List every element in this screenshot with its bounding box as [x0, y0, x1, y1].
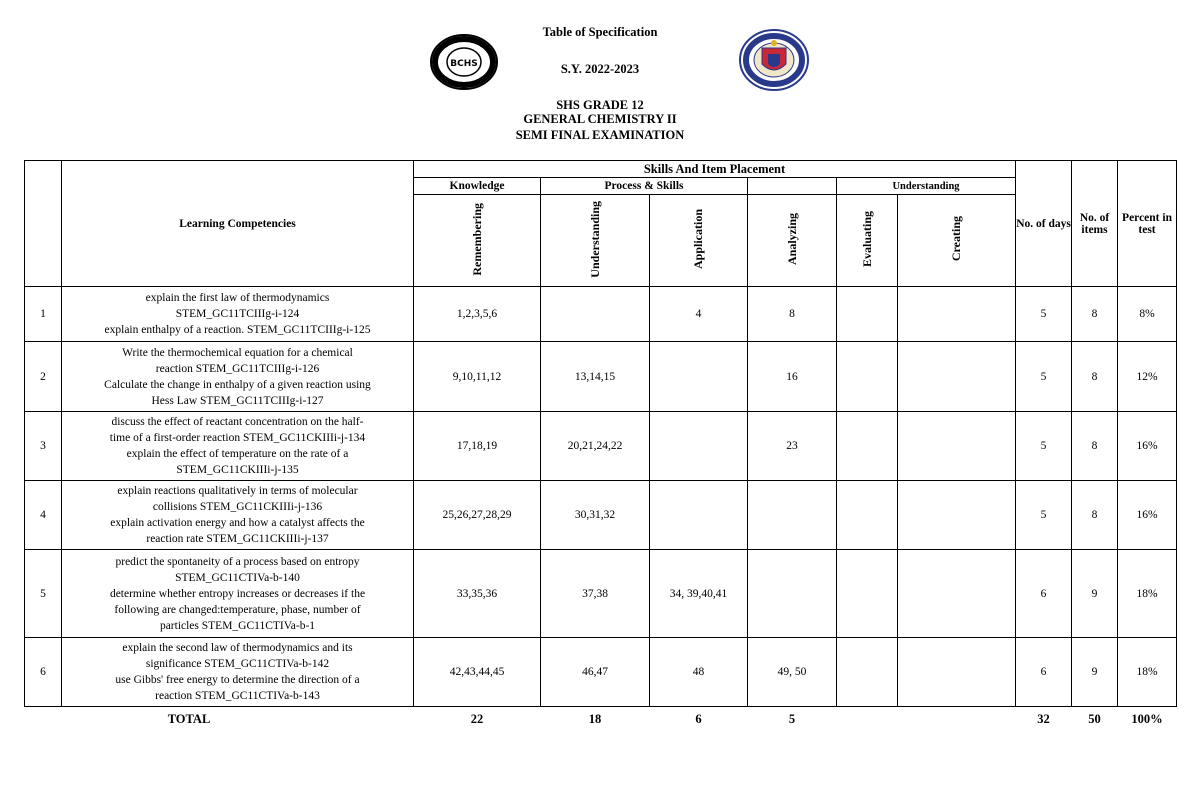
evaluating-items: [837, 638, 898, 707]
analyzing-header: Analyzing: [784, 212, 799, 265]
competency-cell: [62, 412, 414, 481]
total-analyzing: 5: [748, 707, 837, 733]
percent-cell: 8%: [1118, 287, 1177, 342]
evaluating-header: Evaluating: [859, 210, 874, 267]
grade-level: SHS GRADE 12: [556, 98, 644, 112]
competency-line: reaction rate STEM_GC11CKIIIi-j-137: [146, 533, 329, 545]
process-skills-header: Process & Skills: [541, 178, 748, 195]
understanding-items: 13,14,15: [541, 342, 650, 412]
creating-items: [898, 550, 1016, 638]
deped-seal-icon: [738, 28, 810, 92]
competencies-header: Learning Competencies: [62, 161, 414, 287]
row-number: 5: [25, 550, 62, 638]
days-header: No. of days: [1016, 161, 1072, 287]
items-cell: 9: [1072, 638, 1118, 707]
analyzing-items: 8: [748, 287, 837, 342]
competency-line: explain the effect of temperature on the rate of a: [126, 448, 349, 460]
total-understanding: 18: [541, 707, 650, 733]
competency-line: STEM_GC11CTIVa-b-140: [175, 571, 300, 584]
remembering-items: 9,10,11,12: [414, 342, 541, 412]
competency-line: reaction STEM_GC11TCIIIg-i-126: [155, 362, 320, 375]
evaluating-items: [837, 412, 898, 481]
row-number: 6: [25, 638, 62, 707]
table-row: [25, 342, 1177, 412]
days-cell: 5: [1016, 287, 1072, 342]
table-row: [25, 638, 1177, 707]
blank-group-header: [748, 178, 837, 195]
competency-line: STEM_GC11CKIIIi-j-135: [176, 464, 299, 476]
percent-cell: 16%: [1118, 481, 1177, 550]
row-number: 1: [25, 287, 62, 342]
total-application: 6: [650, 707, 748, 733]
days-cell: 5: [1016, 412, 1072, 481]
specification-table: [24, 160, 1177, 733]
items-cell: 8: [1072, 481, 1118, 550]
creating-items: [898, 638, 1016, 707]
competency-line: explain enthalpy of a reaction. STEM_GC11TCIIIg-i-125: [104, 324, 371, 336]
remembering-header: Remembering: [469, 202, 484, 276]
understanding-items: 30,31,32: [541, 481, 650, 550]
competency-line: reaction STEM_GC11CTIVa-b-143: [155, 690, 320, 702]
application-items: 4: [650, 287, 748, 342]
competency-line: particles STEM_GC11CTIVa-b-1: [159, 619, 316, 632]
creating-items: [898, 342, 1016, 412]
competency-line: explain the second law of thermodynamics and its: [122, 642, 353, 654]
row-number: 4: [25, 481, 62, 550]
application-items: 48: [650, 638, 748, 707]
analyzing-items: [748, 550, 837, 638]
document-title: Table of Specification: [542, 25, 658, 39]
analyzing-items: [748, 481, 837, 550]
understanding-items: 20,21,24,22: [541, 412, 650, 481]
skills-header: Skills And Item Placement: [414, 161, 1016, 178]
competency-line: Calculate the change in enthalpy of a given reaction using: [104, 378, 371, 391]
svg-text:BCHS: BCHS: [450, 59, 478, 69]
table-row: [25, 550, 1177, 638]
competency-cell: [62, 550, 414, 638]
subject-name: GENERAL CHEMISTRY II: [523, 112, 677, 126]
competency-cell: [62, 342, 414, 412]
understanding-items: [541, 287, 650, 342]
understanding-header: Understanding: [587, 200, 602, 278]
competency-line: STEM_GC11TCIIIg-i-124: [175, 308, 300, 320]
creating-items: [898, 287, 1016, 342]
items-header: No. of items: [1072, 161, 1118, 287]
application-items: 34, 39,40,41: [650, 550, 748, 638]
remembering-items: 25,26,27,28,29: [414, 481, 541, 550]
competency-line: explain reactions qualitatively in terms of molecular: [117, 485, 358, 497]
table-row: [25, 412, 1177, 481]
creating-items: [898, 412, 1016, 481]
days-cell: 6: [1016, 638, 1072, 707]
percent-cell: 18%: [1118, 550, 1177, 638]
application-items: [650, 481, 748, 550]
creating-header: Creating: [949, 216, 963, 262]
competency-line: significance STEM_GC11CTIVa-b-142: [145, 658, 330, 670]
items-cell: 8: [1072, 287, 1118, 342]
days-cell: 5: [1016, 342, 1072, 412]
competency-cell: [62, 638, 414, 707]
application-items: [650, 412, 748, 481]
total-items: 50: [1072, 707, 1118, 733]
percent-header: Percent in test: [1118, 161, 1177, 287]
total-remembering: 22: [414, 707, 541, 733]
remembering-items: 42,43,44,45: [414, 638, 541, 707]
competency-line: predict the spontaneity of a process based on entropy: [115, 555, 360, 568]
competency-line: explain the first law of thermodynamics: [145, 292, 330, 304]
competency-line: use Gibbs' free energy to determine the direction of a: [115, 674, 360, 686]
total-percent: 100%: [1118, 707, 1177, 733]
understanding-group-header: Understanding: [837, 178, 1016, 195]
remembering-items: 33,35,36: [414, 550, 541, 638]
percent-cell: 12%: [1118, 342, 1177, 412]
application-header: Application: [691, 208, 705, 269]
table-row: [25, 481, 1177, 550]
total-label: TOTAL: [25, 707, 414, 733]
understanding-items: 46,47: [541, 638, 650, 707]
knowledge-header: Knowledge: [414, 178, 541, 195]
days-cell: 6: [1016, 550, 1072, 638]
school-year: S.Y. 2022-2023: [560, 62, 640, 76]
evaluating-items: [837, 550, 898, 638]
analyzing-items: 16: [748, 342, 837, 412]
competency-line: Hess Law STEM_GC11TCIIIg-i-127: [151, 394, 324, 407]
total-days: 32: [1016, 707, 1072, 733]
analyzing-items: 23: [748, 412, 837, 481]
items-cell: 8: [1072, 412, 1118, 481]
competency-line: discuss the effect of reactant concentration on the half-: [111, 416, 364, 428]
competency-line: following are changed:temperature, phase, number of: [114, 603, 361, 616]
items-cell: 9: [1072, 550, 1118, 638]
competency-cell: [62, 287, 414, 342]
competency-line: collisions STEM_GC11CKIIIi-j-136: [152, 501, 323, 513]
remembering-items: 1,2,3,5,6: [414, 287, 541, 342]
creating-items: [898, 481, 1016, 550]
days-cell: 5: [1016, 481, 1072, 550]
remembering-items: 17,18,19: [414, 412, 541, 481]
table-row: [25, 287, 1177, 342]
understanding-items: 37,38: [541, 550, 650, 638]
row-number: 2: [25, 342, 62, 412]
school-seal-icon: [430, 34, 498, 90]
percent-cell: 16%: [1118, 412, 1177, 481]
competency-line: explain activation energy and how a catalyst affects the: [110, 517, 365, 529]
competency-line: Write the thermochemical equation for a chemical: [122, 346, 353, 359]
exam-name: SEMI FINAL EXAMINATION: [515, 128, 685, 142]
number-header: [25, 161, 62, 287]
competency-line: determine whether entropy increases or decreases if the: [109, 587, 366, 600]
evaluating-items: [837, 342, 898, 412]
analyzing-items: 49, 50: [748, 638, 837, 707]
competency-cell: [62, 481, 414, 550]
percent-cell: 18%: [1118, 638, 1177, 707]
application-items: [650, 342, 748, 412]
items-cell: 8: [1072, 342, 1118, 412]
competency-line: time of a first-order reaction STEM_GC11CKIIIi-j-134: [109, 432, 366, 444]
evaluating-items: [837, 287, 898, 342]
row-number: 3: [25, 412, 62, 481]
evaluating-items: [837, 481, 898, 550]
